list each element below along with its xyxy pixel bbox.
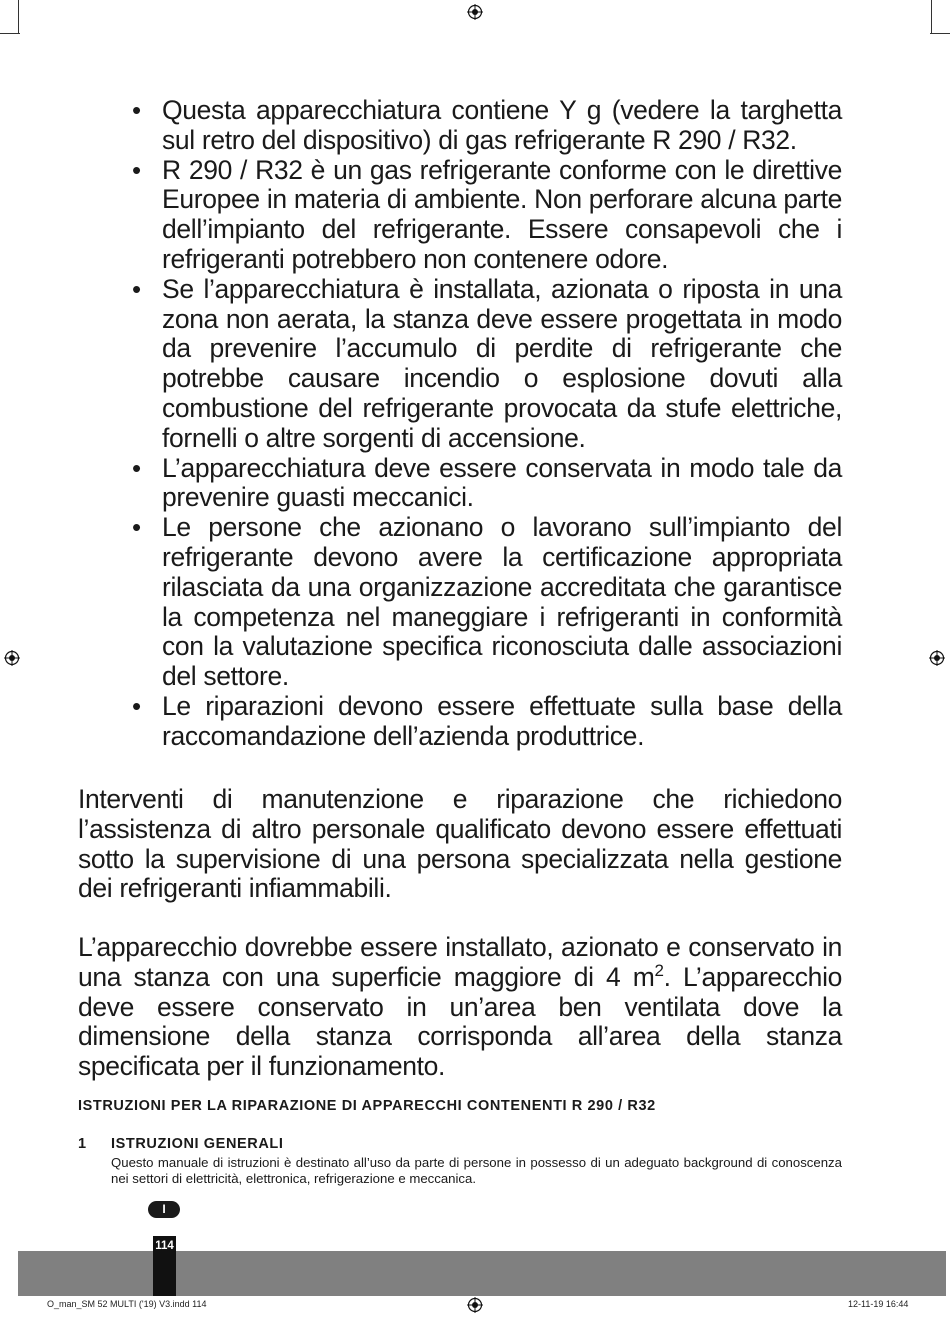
bullet-text: L’apparecchiatura deve essere conservata in modo tale da prevenire guasti meccanici. xyxy=(162,452,842,513)
bullet-text: Le persone che azionano o lavorano sull’impianto del refrigerante devono avere la certificazione appropriata rilasciata da una organizzazione accreditata che garantisce la competenza nel maneggiare i refrigeranti in conformità con la valutazione specifica riconosciuta dalle associazioni del settore. xyxy=(162,512,842,692)
bullet-icon: • xyxy=(132,512,141,543)
crop-mark-top-left-h xyxy=(0,33,20,34)
registration-mark-icon xyxy=(929,650,945,666)
subsection-body: Questo manuale di istruzioni è destinato all’uso da parte di persone in possesso di un adeguato background di conoscenza nei settori di elettricità, elettronica, refrigerazione e meccanica. xyxy=(111,1155,842,1186)
bullet-icon: • xyxy=(132,690,141,721)
superscript-2: 2 xyxy=(654,960,664,980)
section-heading: ISTRUZIONI PER LA RIPARAZIONE DI APPARECCHI CONTENENTI R 290 / R32 xyxy=(78,1098,656,1114)
list-item xyxy=(130,96,842,156)
bullet-icon: • xyxy=(132,273,141,304)
bullet-text: Se l’apparecchiatura è installata, azionata o riposta in una zona non aerata, la stanza deve essere progettata in modo da prevenire l’accumulo di perdite di refrigerante che potrebbe causare incendio o esplosione dovuti alla combustione del refrigerante provocata da stufe elettriche, fornelli o altre sorgenti di accensione. xyxy=(162,273,842,453)
crop-mark-top-right-v xyxy=(931,0,932,34)
list-item xyxy=(130,454,842,514)
room-size-paragraph xyxy=(78,933,842,1082)
bullet-text: Questa apparecchiatura contiene Y g (vedere la targhetta sul retro del dispositivo) di gas refrigerante R 290 / R32. xyxy=(162,95,842,155)
bullet-text: Le riparazioni devono essere effettuate sulla base della raccomandazione dell’azienda produttrice. xyxy=(162,690,842,751)
list-item xyxy=(130,692,842,752)
room-size-text-b: . L’apparecchio deve essere conservato in un’area ben ventilata dove la dimensione della stanza corrisponda all’area della stanza specificata per il funzionamento. xyxy=(78,961,842,1082)
subsection-number: 1 xyxy=(78,1136,87,1152)
bullet-icon: • xyxy=(132,452,141,483)
bullet-icon: • xyxy=(132,95,141,125)
slug-file-info: O_man_SM 52 MULTI ('19) V3.indd 114 xyxy=(47,1299,207,1309)
registration-mark-icon xyxy=(467,4,483,20)
slug-timestamp: 12-11-19 16:44 xyxy=(848,1299,909,1309)
crop-mark-top-right-h xyxy=(930,33,950,34)
page-number: 114 xyxy=(155,1240,174,1252)
crop-mark-top-left-v xyxy=(18,0,19,34)
bullet-text: R 290 / R32 è un gas refrigerante conforme con le direttive Europee in materia di ambiente. Non perforare alcuna parte dell’impianto del refrigerante. Essere consapevoli che i refrigeranti potrebbero non contenere odore. xyxy=(162,154,842,274)
list-item xyxy=(130,513,842,692)
language-tab: I xyxy=(148,1201,180,1218)
registration-mark-icon xyxy=(467,1297,483,1313)
subsection-title: ISTRUZIONI GENERALI xyxy=(111,1136,284,1152)
bullet-icon: • xyxy=(132,154,141,185)
maintenance-paragraph: Interventi di manutenzione e riparazione che richiedono l’assistenza di altro personale qualificato devono essere effettuati sotto la supervisione di una persona specializzata nella gestione dei refrigeranti infiammabili. xyxy=(78,784,842,904)
list-item xyxy=(130,275,842,454)
list-item xyxy=(130,156,842,275)
room-size-text-a: L’apparecchio dovrebbe essere installato, azionato e conservato in una stanza con una superficie maggiore di 4 m xyxy=(78,932,842,992)
registration-mark-icon xyxy=(4,650,20,666)
safety-bullet-list xyxy=(130,96,842,752)
